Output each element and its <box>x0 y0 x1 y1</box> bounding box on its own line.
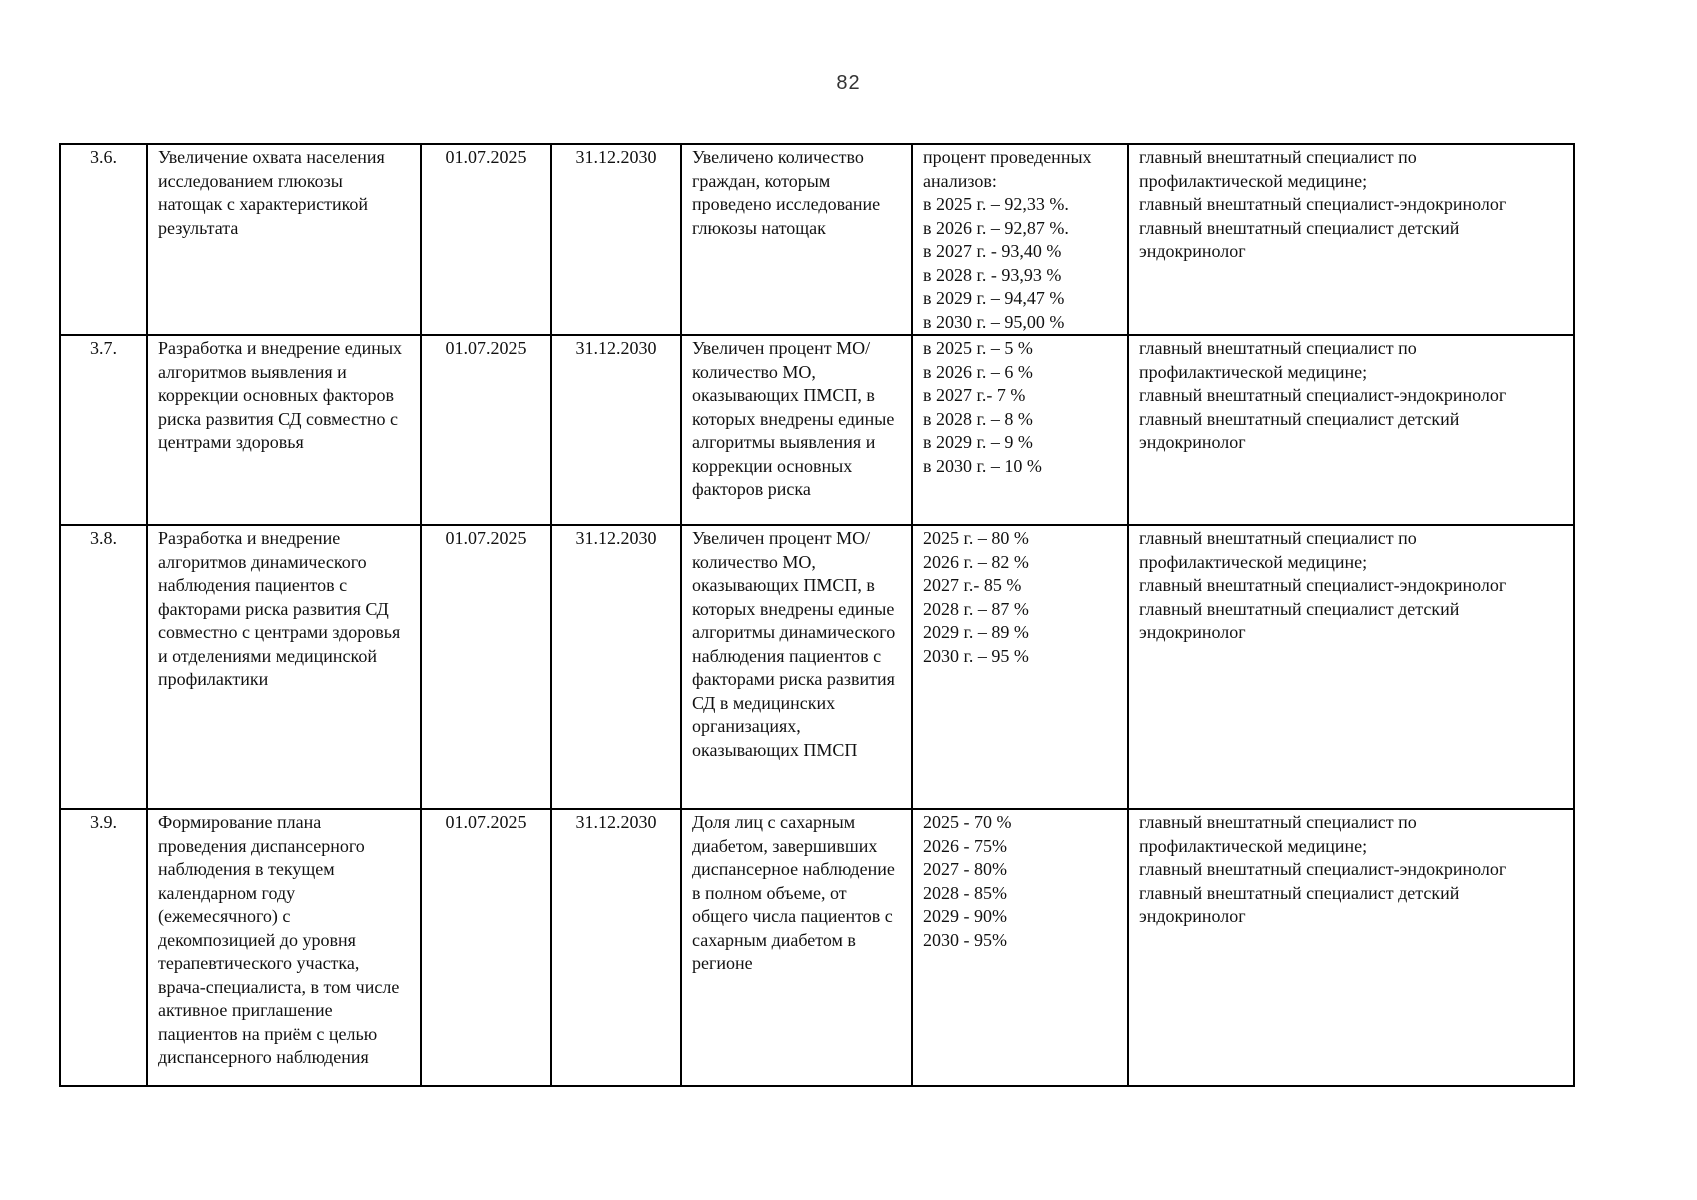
indicator-line: 2027 г.- 85 % <box>923 575 1022 595</box>
responsible-line: главный внештатный специалист по <box>1139 528 1417 548</box>
table-row <box>60 809 1574 1086</box>
indicator-line: в 2030 г. – 10 % <box>923 455 1042 476</box>
indicator-line: в 2026 г. – 92,87 %. <box>923 217 1069 238</box>
measures-table <box>59 143 1575 1087</box>
end-date: 31.12.2030 <box>551 335 681 525</box>
indicator-line: анализов: <box>923 170 997 191</box>
indicator-line: в 2026 г. – 6 % <box>923 361 1033 382</box>
indicator-line: 2025 - 70 % <box>923 812 1012 832</box>
start-date: 01.07.2025 <box>421 809 551 1086</box>
indicator-line: 2028 г. – 87 % <box>923 598 1029 619</box>
indicator-cell <box>912 809 1128 1086</box>
responsible-line: главный внештатный специалист-эндокринолог <box>1139 575 1507 595</box>
row-number: 3.9. <box>60 809 147 1086</box>
indicator-line: 2028 - 85% <box>923 882 1007 903</box>
responsible-line: профилактической медицине; <box>1139 170 1368 191</box>
indicator-line: в 2028 г. – 8 % <box>923 408 1033 429</box>
indicator-line: 2030 г. – 95 % <box>923 645 1029 666</box>
indicator-line: 2029 г. – 89 % <box>923 622 1029 642</box>
activity-cell: Разработка и внедрение единых алгоритмов выявления и коррекции основных факторов риска развития СД совместно с центрами здоровья <box>147 335 421 525</box>
row-number: 3.8. <box>60 525 147 809</box>
result-cell: Увеличено количество граждан, которым проведено исследование глюкозы натощак <box>681 144 912 335</box>
responsible-line: главный внештатный специалист детский <box>1139 217 1460 238</box>
indicator-line: процент проведенных <box>923 147 1092 167</box>
responsible-line: главный внештатный специалист по <box>1139 338 1417 358</box>
indicator-line: 2029 - 90% <box>923 906 1007 926</box>
indicator-line: 2026 - 75% <box>923 835 1007 856</box>
table-row <box>60 335 1574 525</box>
table-row <box>60 144 1574 335</box>
indicator-line: в 2025 г. – 5 % <box>923 338 1033 358</box>
responsible-line: главный внештатный специалист по <box>1139 147 1417 167</box>
indicator-line: в 2027 г.- 7 % <box>923 385 1026 405</box>
indicator-cell <box>912 525 1128 809</box>
end-date: 31.12.2030 <box>551 525 681 809</box>
indicator-line: 2025 г. – 80 % <box>923 528 1029 548</box>
responsible-cell <box>1128 525 1574 809</box>
activity-cell: Увеличение охвата населения исследованием глюкозы натощак с характеристикой результата <box>147 144 421 335</box>
responsible-line: профилактической медицине; <box>1139 551 1368 572</box>
responsible-line: главный внештатный специалист-эндокринолог <box>1139 859 1507 879</box>
responsible-cell <box>1128 144 1574 335</box>
responsible-line: главный внештатный специалист детский <box>1139 598 1460 619</box>
result-cell: Увеличен процент МО/количество МО, оказывающих ПМСП, в которых внедрены единые алгоритмы выявления и коррекции основных факторов риска <box>681 335 912 525</box>
activity-cell: Разработка и внедрение алгоритмов динамического наблюдения пациентов с факторами риска развития СД совместно с центрами здоровья и отделениями медицинской профилактики <box>147 525 421 809</box>
start-date: 01.07.2025 <box>421 335 551 525</box>
page-number: 82 <box>836 72 861 94</box>
indicator-line: в 2027 г. - 93,40 % <box>923 241 1062 261</box>
responsible-cell <box>1128 809 1574 1086</box>
indicator-line: в 2028 г. - 93,93 % <box>923 264 1062 285</box>
responsible-line: профилактической медицине; <box>1139 361 1368 382</box>
start-date: 01.07.2025 <box>421 525 551 809</box>
start-date: 01.07.2025 <box>421 144 551 335</box>
indicator-line: 2026 г. – 82 % <box>923 551 1029 572</box>
responsible-cell <box>1128 335 1574 525</box>
responsible-line: главный внештатный специалист детский <box>1139 408 1460 429</box>
result-cell: Доля лиц с сахарным диабетом, завершивших диспансерное наблюдение в полном объеме, от общего числа пациентов с сахарным диабетом в регионе <box>681 809 912 1086</box>
responsible-line: главный внештатный специалист по <box>1139 812 1417 832</box>
responsible-line: главный внештатный специалист-эндокринолог <box>1139 385 1507 405</box>
table-row <box>60 525 1574 809</box>
responsible-line: главный внештатный специалист-эндокринолог <box>1139 194 1507 214</box>
indicator-line: в 2025 г. – 92,33 %. <box>923 194 1069 214</box>
responsible-line: эндокринолог <box>1139 906 1246 926</box>
responsible-line: эндокринолог <box>1139 622 1246 642</box>
responsible-line: главный внештатный специалист детский <box>1139 882 1460 903</box>
row-number: 3.6. <box>60 144 147 335</box>
activity-cell: Формирование плана проведения диспансерного наблюдения в текущем календарном году (ежемесячного) с декомпозицией до уровня терапевтического участка, врача-специалиста, в том числе активное приглашение пациентов на приём с целью диспансерного наблюдения <box>147 809 421 1086</box>
indicator-line: в 2030 г. – 95,00 % <box>923 311 1065 332</box>
indicator-line: в 2029 г. – 9 % <box>923 432 1033 452</box>
indicator-cell <box>912 335 1128 525</box>
indicator-line: 2027 - 80% <box>923 859 1007 879</box>
responsible-line: эндокринолог <box>1139 241 1246 261</box>
responsible-line: профилактической медицине; <box>1139 835 1368 856</box>
responsible-line: эндокринолог <box>1139 432 1246 452</box>
end-date: 31.12.2030 <box>551 144 681 335</box>
indicator-cell <box>912 144 1128 335</box>
result-cell: Увеличен процент МО/количество МО, оказывающих ПМСП, в которых внедрены единые алгоритмы динамического наблюдения пациентов с факторами риска развития СД в медицинских организациях, оказывающих ПМСП <box>681 525 912 809</box>
indicator-line: в 2029 г. – 94,47 % <box>923 288 1065 308</box>
indicator-line: 2030 - 95% <box>923 929 1007 950</box>
end-date: 31.12.2030 <box>551 809 681 1086</box>
row-number: 3.7. <box>60 335 147 525</box>
